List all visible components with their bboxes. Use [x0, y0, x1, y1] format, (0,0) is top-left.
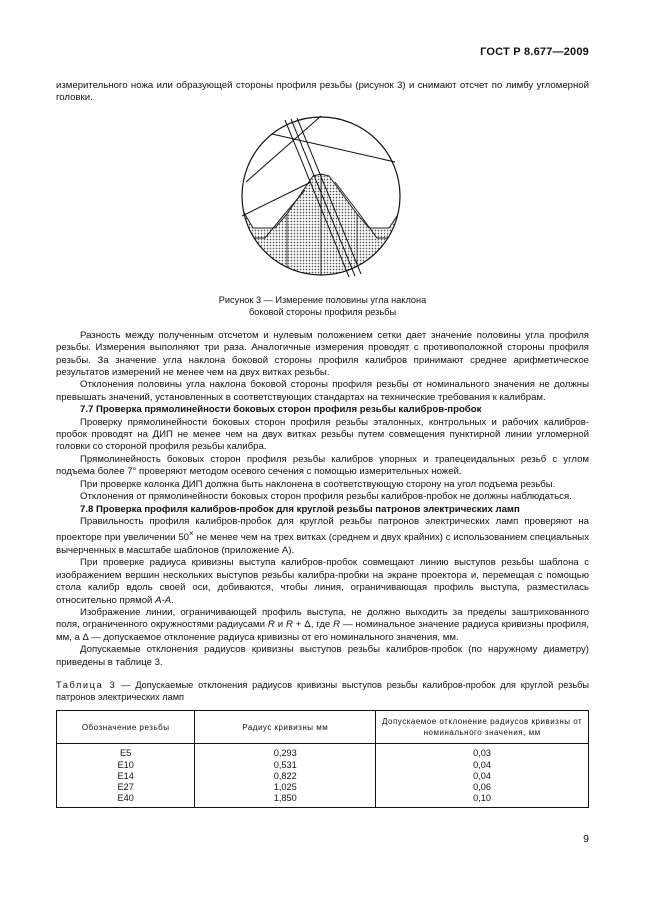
cell-designation: E14	[57, 771, 195, 782]
intro-paragraph: измерительного ножа или образующей стороны профиля резьбы (рисунок 3) и снимают отсчет по лимбу угломерной головки.	[56, 80, 589, 104]
thread-profile-diagram	[239, 112, 405, 282]
figure-caption-line1: Рисунок 3 — Измерение половины угла наклона	[218, 294, 427, 305]
section-7-7-paragraph-1: Проверку прямолинейности боковых сторон профиля резьбы эталонных, контрольных и рабочих калибров-пробок проводят на ДИП не менее чем на двух витках резьбы путем совмещения пунктирной линии угломерной головки со стороной профиля резьбы калибра.	[56, 416, 589, 453]
cell-tolerance: 0,03	[376, 744, 589, 760]
figure-caption	[56, 294, 589, 318]
paragraph-half-angle-deviation: Отклонения половины угла наклона боковой стороны профиля резьбы от номинального значения не должны превышать значений, установленных в соответствующих стандартах на технические требования к калибрам.	[56, 379, 589, 403]
column-header-radius: Радиус кривизны мм	[195, 710, 376, 743]
section-7-7-paragraph-2: Прямолинейность боковых сторон профиля резьбы калибров упорных и трапецеидальных резьб с углом подъема более 7° проверяют методом осевого сечения с помощью измерительных ножей.	[56, 453, 589, 478]
cell-designation: E27	[57, 782, 195, 793]
page-number: 9	[583, 833, 589, 845]
cell-radius: 0,822	[195, 771, 376, 782]
cell-radius: 1,850	[195, 793, 376, 808]
table-header-row	[57, 710, 589, 743]
table-3-label: Таблица 3	[56, 679, 117, 690]
figure-caption-line2: боковой стороны профиля резьбы	[248, 306, 397, 317]
cell-tolerance: 0,04	[376, 771, 589, 782]
page-content	[56, 80, 589, 808]
section-7-8-paragraph-4: Допускаемые отклонения радиусов кривизны выступов резьбы калибров-пробок (по наружному диаметру) приведены в таблице 3.	[56, 644, 589, 668]
figure-3	[56, 112, 589, 288]
cell-tolerance: 0,06	[376, 782, 589, 793]
section-7-7-paragraph-4: Отклонения от прямолинейности боковых сторон профиля резьбы калибров-пробок не должны наблюдаться.	[80, 491, 572, 503]
table-3	[56, 710, 589, 808]
cell-designation: E10	[57, 760, 195, 771]
paragraph-half-angle-difference: Разность между полученным отсчетом и нулевым положением сетки дает значение половины угла профиля резьбы. Измерения выполняют три раза. Аналогичные измерения проводят с противоположной стороны профиля резьбы. За значение угла наклона боковой стороны профиля калибров принимают среднее арифметическое результатов измерений не менее чем на двух витках резьбы.	[56, 329, 589, 379]
cell-tolerance: 0,04	[376, 760, 589, 771]
cell-tolerance: 0,10	[376, 793, 589, 808]
section-7-8-paragraph-3: Изображение линии, ограничивающей профиль выступа, не должно выходить за пределы заштрихованного поля, ограниченного окружностями радиусами R и R + Δ, где R — номинальное значение радиуса кривизны профиля, мм, а Δ — допускаемое отклонение радиуса кривизны от его номинального значения, мм.	[56, 606, 589, 643]
section-7-8-title: 7.8 Проверка профиля калибров-пробок для круглой резьбы патронов электрических ламп	[80, 503, 520, 515]
section-7-8-paragraph-2: При проверке радиуса кривизны выступа калибров-пробок совмещают линию выступов резьбы шаблона с изображением вершин нескольких выступов резьбы калибра-пробки на экране проектора и, перемещая с помощью стола калибр вдоль своей оси, добиваются, чтобы линия, ограничивающая профиль выступа, разместилась относительно прямой А-А.	[56, 557, 589, 606]
cell-designation: E5	[57, 744, 195, 760]
cell-radius: 0,531	[195, 760, 376, 771]
gauge-thread-profile	[239, 174, 405, 282]
table-row	[57, 782, 589, 793]
cell-designation: E40	[57, 793, 195, 808]
column-header-tolerance: Допускаемое отклонение радиусов кривизны от номинального значения, мм	[376, 710, 589, 743]
cell-radius: 0,293	[195, 744, 376, 760]
table-3-caption: Таблица 3 — Допускаемые отклонения радиусов кривизны выступов резьбы калибров-пробок для круглой резьбы патронов электрических ламп	[56, 679, 589, 702]
cell-radius: 1,025	[195, 782, 376, 793]
table-row	[57, 744, 589, 760]
table-row	[57, 793, 589, 808]
section-7-8-paragraph-1: Правильность профиля калибров-пробок для круглой резьбы патронов электрических ламп проверяют на проекторе при увеличении 50× не менее чем на трех витках (среднем и двух крайних) с использованием специальных вычерченных в масштабе шаблонов (приложение А).	[56, 515, 589, 556]
table-row	[57, 760, 589, 771]
section-7-7-title: 7.7 Проверка прямолинейности боковых сторон профиля резьбы калибров-пробок	[80, 404, 482, 416]
document-header: ГОСТ Р 8.677—2009	[480, 46, 589, 58]
table-row	[57, 771, 589, 782]
column-header-designation: Обозначение резьбы	[57, 710, 195, 743]
section-7-7-paragraph-3: При проверке колонка ДИП должна быть наклонена в соответствующую сторону на угол подъема резьбы.	[80, 478, 556, 490]
